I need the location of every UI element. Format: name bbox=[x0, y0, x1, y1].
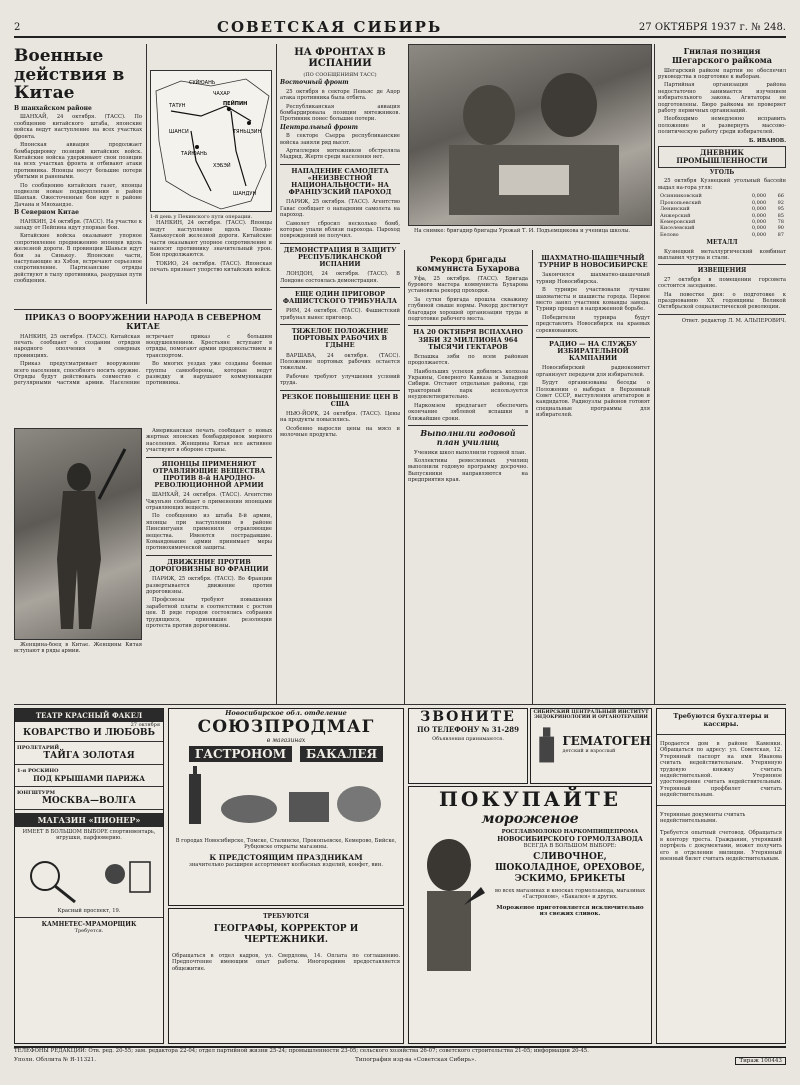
plan-text: Ученики школ выполнили годовой план. bbox=[414, 449, 527, 456]
icecream-ad bbox=[408, 786, 652, 1044]
icecream-title: ПОКУПАЙТЕ bbox=[439, 787, 621, 811]
east-front-subhead: Восточный фронт bbox=[280, 79, 349, 87]
radio-headline: РАДИО — НА СЛУЖБУ ИЗБИРАТЕЛЬНОЙ КАМПАНИИ bbox=[548, 339, 638, 363]
footer-code: Уполн. Обллита № Я-11321. bbox=[14, 1056, 97, 1063]
gematogen-ad bbox=[530, 708, 652, 784]
tribunal-text: РИМ, 24 октября. (ТАСС). Фашистский трибунал вынес приговор. bbox=[280, 308, 400, 321]
coal-cell-val: 0,000 bbox=[751, 193, 767, 200]
pioneer-shop-address: Красный проспект, 19. bbox=[57, 907, 121, 914]
icecream-where: во всех магазинах и киосках гормолзавода, магазинах «Гастроном», «Бакалея» и других. bbox=[494, 888, 646, 901]
coal-cell-pct: 78 bbox=[777, 218, 784, 225]
soyuzprodmag-brand: СОЮЗПРОДМАГ bbox=[197, 717, 375, 737]
page-header bbox=[14, 18, 786, 38]
issue-date: 27 ОКТЯБРЯ 1937 г. bbox=[638, 21, 748, 33]
map-caption: 1-й день у Пекинского пути операции. bbox=[150, 214, 253, 220]
gematogen-title: ГЕМАТОГЕН bbox=[562, 733, 651, 748]
soyuzprodmag-top: Новосибирское обл. отделение bbox=[225, 709, 347, 717]
shegarsky-text: Шегарский райком партии не обеспечил руководства в подготовке к выборам. bbox=[658, 67, 786, 80]
plowing-text: Вспашка зяби по всем районам продолжается. bbox=[408, 353, 528, 367]
icecream-plant: НОВОСИБИРСКОГО ГОРМОЛЗАВОДА bbox=[497, 835, 643, 843]
coal-table bbox=[658, 193, 786, 238]
chess-text: Закончился шахматно-шашечный турнир Новосибирска. bbox=[536, 272, 650, 285]
shanghai-subhead: В шанхайском районе bbox=[14, 105, 92, 113]
order-text: НАНКИН, 25 октября. (ТАСС). Китайская печать сообщает о создании отрядов народного ополчения в северных провинциях. bbox=[14, 333, 140, 359]
coal-table-row bbox=[658, 232, 786, 238]
metal-subhead: МЕТАЛЛ bbox=[706, 239, 738, 247]
pioneer-shop-text: ИМЕЕТ В БОЛЬШОМ ВЫБОРЕ спортинвентарь, игрушки, парфюмерию. bbox=[22, 829, 156, 842]
coal-cell-val: 0,000 bbox=[751, 231, 767, 238]
photo-woman-soldier bbox=[14, 428, 142, 640]
coal-cell-val: 0,000 bbox=[751, 206, 767, 213]
right-ad-text: Требуются бухгалтеры и кассиры. bbox=[673, 712, 769, 728]
phone-ad bbox=[408, 708, 528, 784]
brigade-photo-caption: На снимке: бригадир бригады Урожай Т. И. Подъемщикова и ученица школы. bbox=[414, 228, 631, 234]
issue-number: № 248. bbox=[751, 21, 786, 33]
map-label-tientsin: ТЯНЬЦЗИН bbox=[233, 129, 262, 135]
photo-brigade bbox=[408, 44, 652, 226]
phone-title: ЗВОНИТЕ bbox=[420, 709, 516, 725]
map-label-suiyuan: СУЙЮАНЬ bbox=[189, 80, 216, 86]
photo-caption-left: Женщина-боец в Китае. Женщины Китая вступают в ряды армии. bbox=[14, 642, 142, 655]
soldier-silhouette-icon bbox=[15, 429, 143, 641]
center-front-subhead: Центральный фронт bbox=[280, 123, 359, 131]
chess-headline: ШАХМАТНО-ШАШЕЧНЫЙ ТУРНИР В НОВОСИБИРСКЕ bbox=[538, 254, 648, 270]
steamer-headline: НАПАДЕНИЕ САМОЛЕТА «НЕИЗВЕСТНОЙ НАЦИОНАЛЬНОСТИ» НА ФРАНЦУЗСКИЙ ПАРОХОД bbox=[288, 166, 392, 197]
soyuzprodmag-ad bbox=[168, 708, 404, 906]
coal-cell-name: Киселевский bbox=[660, 225, 695, 232]
demo-headline: ДЕМОНСТРАЦИЯ В ЗАЩИТУ РЕСПУБЛИКАНСКОЙ ИСПАНИИ bbox=[283, 245, 397, 269]
icecream-title2: мороженое bbox=[481, 811, 579, 827]
cinema2-film: ПОД КРЫШАМИ ПАРИЖА bbox=[33, 774, 145, 783]
shanghai-text: ШАНХАЙ, 24 октября. (ТАСС). По сообщению китайского штаба, японские войска ведут наступление на всех участках фронта. bbox=[14, 114, 142, 140]
coal-cell-name: Осинниковский bbox=[660, 193, 702, 200]
demo-text: ЛОНДОН, 24 октября. (ТАСС). В Лондоне состоялась демонстрация. bbox=[280, 271, 400, 284]
coal-cell-val: 0,000 bbox=[751, 218, 767, 225]
gematogen-text: детский и взрослый bbox=[562, 747, 616, 754]
coal-cell-pct: 90 bbox=[777, 225, 784, 232]
industry-diary-box: ДНЕВНИК ПРОМЫШЛЕННОСТИ bbox=[658, 146, 786, 168]
map-label-shansi: ШАНСИ bbox=[169, 129, 189, 135]
coal-cell-name: Кемеровский bbox=[660, 218, 696, 225]
radio-text: Новосибирский радиокомитет организует передачи для избирателей. bbox=[536, 365, 650, 378]
plowing-headline: НА 20 ОКТЯБРЯ ВСПАХАНО ЗЯБИ 32 МИЛЛИОНА 964 ТЫСЯЧИ ГЕКТАРОВ bbox=[413, 328, 523, 351]
icecream-kinds: СЛИВОЧНОЕ, ШОКОЛАДНОЕ, ОРЕХОВОЕ, ЭСКИМО, БРИКЕТЫ bbox=[495, 852, 645, 884]
prices-france-text: ПАРИЖ, 25 октября. (ТАСС). Во Франции развертывается движение против дороговизны. bbox=[146, 576, 272, 595]
gas-text: ШАНХАЙ, 24 октября. (ТАСС). Агентство Чжунъян сообщает о применении японцами отравляющих веществ. bbox=[146, 492, 272, 511]
column-5: ШАХМАТНО-ШАШЕЧНЫЙ ТУРНИР В НОВОСИБИРСКЕ Закончился шахматно-шашечный турнир Новосибирска. В турнире участвовали лучшие шахматисты и шашисты города. Первое место занял участник команды завода. Турнир прошел в напряженной борьбе. Победители турнира будут представлять Новосибирск на краевых соревнованиях. РАДИО — НА СЛУЖБУ ИЗБИРАТЕЛЬНОЙ КАМПАНИИ Новосибирский радиокомитет организует передачи для избирателей. Будут организованы беседы о Положении о выборах в Верховный Совет СССР, выступления агитаторов и кандидатов. Радиоузлы районов готовят специальные программы для избирателей. bbox=[536, 254, 650, 419]
coal-cell-pct: 66 bbox=[777, 193, 784, 200]
theatre-title: ТЕАТР КРАСНЫЙ ФАКЕЛ bbox=[15, 709, 163, 722]
theatre-date: 27 октября bbox=[130, 722, 160, 728]
usa-prices-text: НЬЮ-ЙОРК, 24 октября. (ТАСС). Цены на продукты повысились. bbox=[280, 410, 400, 424]
vacancy-ad: ТРЕБУЮТСЯ ГЕОГРАФЫ, КОРРЕКТОР И ЧЕРТЕЖНИКИ. Обращаться в отдел кадров, ул. Свердлова, 14. Оплата по соглашению. Предпочтение имеющим опыт работы. Иногородним предоставляется общежитие. bbox=[168, 908, 404, 1044]
phone-number: ПО ТЕЛЕФОНУ № 31-289 bbox=[417, 725, 519, 734]
cinema1-title: ПРОЛЕТАРИЙ bbox=[17, 745, 60, 751]
coal-cell-val: 0,000 bbox=[751, 225, 767, 232]
metal-text: Кузнецкий металлургический комбинат выплавил чугуна и стали. bbox=[658, 248, 786, 261]
column-6: Гнилая позиция Шегарского райкома Шегарский райком партии не обеспечил руководства в подготовке к выборам. Партийная организация района недостаточно занимается изучением избирательного закона. Агитаторы не подготовлены. Бюро райкома не проверяет работу первичных организаций. Необходимо немедленно исправить положение и развернуть массово-политическую работу среди избирателей. Б. ИВАНОВ. ДНЕВНИК ПРОМЫШЛЕННОСТИ УГОЛЬ 25 октября Кузнецкий угольный бассейн выдал на-гора угля: Осинниковский 0,000 66 Прокопьевский 0,000 92 Ленинский 0,000 95 Анжерский 0,000 85 Кемеровский 0,000 78 Киселевский 0,000 90 Белово 0,000 87 МЕТАЛЛ Кузнецкий металлургический комбинат выплавил чугуна и стали. ИЗВЕЩЕНИЯ 27 октября в помещении горсовета состоится заседание. На повестке дня: о подготовке к празднованию XX годовщины Великой Октябрьской социалистической революции. Ответ. редактор Л. М. АЛЬПЕРОВИЧ. bbox=[658, 46, 786, 324]
notice-subhead: ИЗВЕЩЕНИЯ bbox=[697, 267, 747, 275]
coal-cell-val: 0,000 bbox=[751, 199, 767, 206]
coal-cell-name: Анжерский bbox=[660, 212, 691, 219]
shegarsky-headline: Гнилая позиция Шегарского райкома bbox=[672, 46, 772, 65]
ads-right: Требуются бухгалтеры и кассиры. Продается дом в районе Каменки. Обращаться по адресу: ул. Советская, 12. Утерянный паспорт на имя Иванова считать недействительным. Утерянную трудовую книжку считать недействительной. Утерянное удостоверение считать недействительным. Утерянный профбилет считать недействительным. Утерянные документы считать недействительными. Требуется опытный счетовод. Обращаться в контору треста. Гражданин, утерявший портфель с документами, может получить его в отделении милиции. Утерянный военный билет считать недействительным. bbox=[656, 708, 786, 1044]
north-china-text: НАНКИН, 24 октября. (ТАСС). На участке к западу от Пейпина идут упорные бои. bbox=[14, 218, 142, 231]
spain-subheadline: (ПО СООБЩЕНИЯМ ТАСС) bbox=[303, 72, 377, 78]
grocery-goods-icon bbox=[169, 764, 403, 834]
vacancy-title: ТРЕБУЮТСЯ bbox=[263, 913, 309, 920]
soyuzprodmag-text: В городах Новосибирске, Томске, Сталинске, Прокопьевске, Кемерово, Бийске, Рубцовске открыты магазины. bbox=[175, 838, 397, 851]
notice-text: 27 октября в помещении горсовета состоится заседание. bbox=[658, 276, 786, 290]
column-4: Рекорд бригады коммуниста Бухарова Уфа, 25 октября. (ТАСС). Бригада бурового мастера коммуниста Бухарова установила рекорд проходки. За сутки бригада прошла скважину глубиной свыше нормы. Рекорд достигнут благодаря хорошей организации труда и подготовке рабочего места. НА 20 ОКТЯБРЯ ВСПАХАНО ЗЯБИ 32 МИЛЛИОНА 964 ТЫСЯЧИ ГЕКТАРОВ Вспашка зяби по всем районам продолжается. Наибольших успехов добились колхозы Украины, Северного Кавказа и Западной Сибири. Отстают отдельные районы, где тракторный парк используется неудовлетворительно. Наркомзем предлагает обеспечить окончание зяблевой вспашки в ближайшие сроки. Выполнили годовой план училищ Ученики школ выполнили годовой план. Коллективы ремесленных училищ выполнили годовую программу досрочно. Выпускники направляются на предприятия края. bbox=[408, 254, 528, 484]
medicine-bottle-icon bbox=[531, 722, 562, 766]
map-label-hopei: ХЭБЭЙ bbox=[213, 163, 231, 169]
coal-cell-pct: 85 bbox=[777, 212, 784, 219]
coal-cell-val: 0,000 bbox=[751, 212, 767, 219]
map-label-peiping: ПЕЙПИН bbox=[223, 101, 248, 107]
newspaper-page: 2 СОВЕТСКАЯ СИБИРЬ 27 ОКТЯБРЯ 1937 г. № 248. Военные действия в Китае В шанхайском районе ШАНХАЙ, 24 октября. (ТАСС). По сообщению китайского штаба, японские войска ведут наступление на всех участках фронта. Японская авиация продолжает бомбардировку позиций китайских войск. Китайские войска удерживают свои позиции на всех участках фронта и отбивают атаки противника. Японцы несут большие потери убитыми и ранеными. По сообщению китайских газет, японцы подвезли новые подкрепления в район Шанхая. Ожесточенные бои идут в районе Дачана и Мяохандзе. В Северном Китае НАНКИН, 24 октября. (ТАСС). На участке к западу от Пейпина идут упорные бои. Китайские войска оказывают упорное сопротивление продвижению японцев вдоль железной дороги. В провинции Шаньси идут бои за Синькоу. Японские части, наступающие из Хэбэя, встречают серьезное сопротивление. Партизанские отряды действуют в тылу противника, разрушая пути сообщения. СУЙЮАНЬ ЧАХАР ПЕЙПИН ТАТУН ТЯНЬЦЗИН ШАНСИ ТАЙЮАНЬ ХЭБЭЙ ШАНДУН 1-й день у Пекинского пути операции. НАНКИН, 24 октября. (ТАСС). Японцы ведут наступление вдоль Пекин-Ханькоуской железной дороги. Китайские части оказывают упорное сопротивление и наносят противнику значительный урон. Бои продолжаются. ТОКИО, 24 октября. (ТАСС). Японская печать признает упорство китайских войск. ПРИКАЗ О ВООРУЖЕНИИ НАРОДА В СЕВЕРНОМ КИТАЕ НАНКИН, 25 октября. (ТАСС). Китайская печать сообщает о создании отрядов народного ополчения в северных провинциях. Приказ предусматривает вооружение всего населения, способного носить оружие. Отряды будут действовать совместно с регулярными частями армии. Население встречает приказ с большим воодушевлением. Крестьяне вступают в отряды, помогают армии продовольствием и транспортом. Во многих уездах уже созданы боевые группы самообороны, которые ведут разведку и нарушают коммуникации противника. Женщина-боец в Китае. Женщины Китая вступают в ряды армии. Американская печать сообщает о новых жертвах японских бомбардировок мирного населения. Женщины Китая все активнее участвуют в обороне страны. ЯПОНЦЫ ПРИМЕНЯЮТ ОТРАВЛЯЮЩИЕ ВЕЩЕСТВА ПРОТИВ 8-й НАРОДНО-РЕВОЛЮЦИОННОЙ АРМИИ ШАНХАЙ, 24 октября. (ТАСС). Агентство Чжунъян сообщает о применении японцами отравляющих веществ. По сообщению из штаба 8-й армии, японцы при наступлении в районе Пинсингуаня применили отравляющие вещества. Имеются пострадавшие. Командование армии принимает меры противохимической защиты. ДВИЖЕНИЕ ПРОТИВ ДОРОГОВИЗНЫ ВО ФРАНЦИИ ПАРИЖ, 25 октября. (ТАСС). Во Франции развертывается движение против дороговизны. Профсоюзы требуют повышения заработной платы в соответствии с ростом цен. В ряде городов состоялись собрания трудящихся, принявшие резолюции протеста против дороговизны. НА ФРОНТАХ В ИСПАНИИ (ПО СООБЩЕНИЯМ ТАСС) Восточный фронт 25 октября в секторе Пеньяс де Ацор атака противника была отбита. Республиканская авиация бомбардировала позиции мятежников. Противник понес большие потери. Центральный фронт В секторе Сьерра республиканские войска заняли ряд высот. Артиллерия мятежников обстреляла Мадрид. Жертв среди населения нет. НАПАДЕНИЕ САМОЛЕТА «НЕИЗВЕСТНОЙ НАЦИОНАЛЬНОСТИ» НА ФРАНЦУЗСКИЙ ПАРОХОД ПАРИЖ, 25 октября. (ТАСС). Агентство Гавас сообщает о нападении самолета на пароход. Самолет сбросил несколько бомб, которые упали вблизи парохода. Пароход повреждений не получил. ДЕМОНСТРАЦИЯ В ЗАЩИТУ РЕСПУБЛИКАНСКОЙ ИСПАНИИ ЛОНДОН, 24 октября. (ТАСС). В Лондоне состоялась демонстрация. ЕЩЕ ОДИН ПРИГОВОР ФАШИСТСКОГО ТРИБУНАЛА РИМ, 24 октября. (ТАСС). Фашистский трибунал вынес приговор. ТЯЖЕЛОЕ ПОЛОЖЕНИЕ ПОРТОВЫХ РАБОЧИХ В ГДЫНЕ ВАРШАВА, 24 октября. (ТАСС). Положение портовых рабочих остается тяжелым. Рабочие требуют улучшения условий труда. РЕЗКОЕ ПОВЫШЕНИЕ ЦЕН В США НЬЮ-ЙОРК, 24 октября. (ТАСС). Цены на продукты повысились. Особенно выросли цены на мясо и молочные продукты. На снимке: бригадир бригады Урожай Т. И. Подъемщикова и ученица школы. Рекорд бригады коммуниста Бухарова Уфа, 25 октября. (ТАСС). Бригада бурового мастера коммуниста Бухарова установила рекорд проходки. За сутки бригада прошла скважину глубиной свыше нормы. Рекорд достигнут благодаря хорошей организации труда и подготовке рабочего места. НА 20 ОКТЯБРЯ ВСПАХАНО ЗЯБИ 32 МИЛЛИОНА 964 ТЫСЯЧИ ГЕКТАРОВ Вспашка зяби по всем районам продолжается. Наибольших успехов добились колхозы Украины, Северного Кавказа и Западной Сибири. Отстают отдельные районы, где тракторный парк используется неудовлетворительно. Наркомзем предлагает обеспечить окончание зяблевой вспашки в ближайшие сроки. Выполнили годовой план училищ Ученики школ выполнили годовой план. Коллективы ремесленных училищ выполнили годовую программу досрочно. Выпускники направляются на предприятия края. ШАХМАТНО-ШАШЕЧНЫЙ ТУРНИР В НОВОСИБИРСКЕ Закончился шахматно-шашечный турнир Новосибирска. В турнире участвовали лучшие шахматисты и шашисты города. Первое место занял участник команды завода. Турнир прошел в напряженной борьбе. Победители турнира будут представлять Новосибирск на краевых соревнованиях. РАДИО — НА СЛУЖБУ ИЗБИРАТЕЛЬНОЙ КАМПАНИИ Новосибирский радиокомитет организует передачи для избирателей. Будут организованы беседы о Положении о выборах в Верховный Совет СССР, выступления агитаторов и кандидатов. Радиоузлы районов готовят специальные программы для избирателей. Гнилая позиция Шегарского райкома Шегарский райком партии не обеспечил руководства в подготовке к выборам. Партийная организация района недостаточно занимается изучением избирательного закона. Агитаторы не подготовлены. Бюро райкома не проверяет работу первичных организаций. Необходимо немедленно исправить положение и развернуть массово-политическую работу среди избирателей. Б. ИВАНОВ. ДНЕВНИК ПРОМЫШЛЕННОСТИ УГОЛЬ 25 октября Кузнецкий угольный бассейн выдал на-гора угля: Осинниковский 0,000 66 Прокопьевский 0,000 92 Ленинский 0,000 95 Анжерский 0,000 85 Кемеровский 0,000 78 Киселевский 0,000 90 Белово 0,000 87 МЕТАЛЛ Кузнецкий металлургический комбинат выплавил чугуна и стали. ИЗВЕЩЕНИЯ 27 октября в помещении горсовета состоится заседание. На повестке дня: о подготовке к празднованию XX годовщины Великой Октябрьской социалистической революции. Ответ. редактор Л. М. АЛЬПЕРОВИЧ. ТЕАТР КРАСНЫЙ ФАКЕЛ 27 октября КОВАРСТВО И ЛЮБОВЬ ПРОЛЕТАРИЙ ТАЙГА ЗОЛОТАЯ 1-я РОСКИНО ПОД КРЫШАМИ ПАРИЖА ЮНГШТУРМ МОСКВА—ВОЛГА МАГАЗИН «ПИОНЕР» ИМЕЕТ В БОЛЬШОМ ВЫБОРЕ спортинвентарь, игрушки, парфюмерию. Красный проспект, 19. КАМНЕТЕС-МРАМОРЩИК Требуется. Новосибирское обл. отделение СОЮЗПРОДМАГ в магазинах ГАСТРОНОМ БАКАЛЕЯ В городах Новосибирске, Томске, Сталинске, Прокопьевске, Кемерово, Бийске, Рубцовске открыты магазины. К ПРЕДСТОЯЩИМ ПРАЗДНИКАМ значительно расширен ассортимент колбасных изделий, конфет, вин. ТРЕБУЮТСЯ ГЕОГРАФЫ, КОРРЕКТОР И ЧЕРТЕЖНИКИ. Обращаться в отдел кадров, ул. Свердлова, 14. Оплата по соглашению. Предпочтение имеющим опыт работы. Иногородним предоставляется общежитие. ЗВОНИТЕ ПО ТЕЛЕФОНУ № 31-289 Объявления принимаются. СИБИРСКИЙ ЦЕНТРАЛЬНЫЙ ИНСТИТУТ ЭНДОКРИНОЛОГИИ И ОРГАНОТЕРАПИИ ГЕМАТОГЕН детский и взрослый ПОКУПАЙТЕ мороженое РОСГЛАВМОЛОКО НАРКОМПИЩЕПРОМА НОВОСИБИРСКОГО ГОРМОЛЗАВОДА ВСЕГДА В БОЛЬШОМ ВЫБОРЕ: СЛИВОЧНОЕ, ШОКОЛАДНОЕ, ОРЕХОВОЕ, ЭСКИМО, БРИКЕТЫ во всех магазинах и киосках гормолзавода, магазинах «Гастроном», «Бакалея» и других. Мороженое приготовляется исключительно из свежих сливок. Требуются бухгалтеры и кассиры. Продается дом в районе Каменки. Обращаться по адресу: ул. Советская, 12. Утерянный паспорт на имя Иванова считать недействительным. Утерянную трудовую книжку считать недействительной. Утерянное удостоверение считать недействительным. Утерянный профбилет считать недействительным. Утерянные документы считать недействительными. Требуется опытный счетовод. Обращаться в контору треста. Гражданин, утерявший портфель с документами, может получить его в отделении милиции. Утерянный военный билет считать недействительным. ТЕЛЕФОНЫ РЕДАКЦИИ: Отв. ред. 20-55; зам. редактора 22-04; отдел партийной жизни 25-24; промышленности 23-05; сельского хозяйства 26-07; советского строительства 21-05; информации 20-45. Уполн. Обллита № Я-11321. Типография изд-ва «Советская Сибирь». Тираж 100443 bbox=[0, 0, 800, 1085]
mason-title: КАМНЕТЕС-МРАМОРЩИК bbox=[41, 920, 137, 928]
gas-headline: ЯПОНЦЫ ПРИМЕНЯЮТ ОТРАВЛЯЮЩИЕ ВЕЩЕСТВА ПРОТИВ 8-й НАРОДНО-РЕВОЛЮЦИОННОЙ АРМИИ bbox=[152, 459, 266, 490]
tribunal-headline: ЕЩЕ ОДИН ПРИГОВОР ФАШИСТСКОГО ТРИБУНАЛА bbox=[282, 290, 398, 306]
coal-cell-name: Прокопьевский bbox=[660, 199, 702, 206]
east-front-text: 25 октября в секторе Пеньяс де Ацор атака противника была отбита. bbox=[280, 88, 400, 102]
cinema3-title: ЮНГШТУРМ bbox=[17, 790, 56, 796]
coal-text: 25 октября Кузнецкий угольный бассейн выдал на-гора угля: bbox=[658, 178, 786, 191]
coal-cell-pct: 92 bbox=[777, 199, 784, 206]
china-war-column: Военные действия в Китае В шанхайском районе ШАНХАЙ, 24 октября. (ТАСС). По сообщению китайского штаба, японские войска ведут наступление на всех участках фронта. Японская авиация продолжает бомбардировку позиций китайских войск. Китайские войска удерживают свои позиции на всех участках фронта и отбивают атаки противника. Японцы несут большие потери убитыми и ранеными. По сообщению китайских газет, японцы подвезли новые подкрепления в район Шанхая. Ожесточенные бои идут в районе Дачана и Мяохандзе. В Северном Китае НАНКИН, 24 октября. (ТАСС). На участке к западу от Пейпина идут упорные бои. Китайские войска оказывают упорное сопротивление продвижению японцев вдоль железной дороги. В провинции Шаньси идут бои за Синькоу. Японские части, наступающие из Хэбэя, встречают серьезное сопротивление. Партизанские отряды действуют в тылу противника, разрушая пути сообщения. bbox=[14, 46, 142, 285]
coal-cell-pct: 87 bbox=[777, 231, 784, 238]
coal-subhead: УГОЛЬ bbox=[709, 169, 735, 177]
people-photo-icon bbox=[409, 45, 653, 227]
footer-tirage: Тираж 100443 bbox=[735, 1057, 786, 1066]
right-ad-other: Утерянные документы считать недействительными. bbox=[660, 811, 746, 825]
china-map bbox=[150, 70, 272, 212]
vacancy-text: ГЕОГРАФЫ, КОРРЕКТОР И ЧЕРТЕЖНИКИ. bbox=[213, 924, 359, 945]
usa-prices-headline: РЕЗКОЕ ПОВЫШЕНИЕ ЦЕН В США bbox=[281, 392, 399, 408]
sports-goods-icon bbox=[15, 844, 163, 904]
steamer-text: ПАРИЖ, 25 октября. (ТАСС). Агентство Гавас сообщает о нападении самолета на пароход. bbox=[280, 199, 400, 219]
ads-left bbox=[14, 708, 164, 1044]
spain-headline: НА ФРОНТАХ В ИСПАНИИ bbox=[294, 47, 386, 69]
phone-text: Объявления принимаются. bbox=[432, 736, 504, 742]
icecream-always: ВСЕГДА В БОЛЬШОМ ВЫБОРЕ: bbox=[523, 843, 617, 849]
prices-france-headline: ДВИЖЕНИЕ ПРОТИВ ДОРОГОВИЗНЫ ВО ФРАНЦИИ bbox=[149, 557, 269, 573]
coal-cell-name: Белово bbox=[660, 231, 679, 238]
theatre-show: КОВАРСТВО И ЛЮБОВЬ bbox=[23, 728, 155, 738]
map-label-shantung: ШАНДУН bbox=[233, 191, 257, 197]
order-article: ПРИКАЗ О ВООРУЖЕНИИ НАРОДА В СЕВЕРНОМ КИТАЕ НАНКИН, 25 октября. (ТАСС). Китайская печать сообщает о создании отрядов народного ополчения в северных провинциях. Приказ предусматривает вооружение всего населения, способного носить оружие. Отряды будут действовать совместно с регулярными частями армии. Население встречает приказ с большим воодушевлением. Крестьяне вступают в отряды, помогают армии продовольствием и транспортом. Во многих уездах уже созданы боевые группы самообороны, которые ведут разведку и нарушают коммуникации противника. bbox=[14, 306, 272, 426]
china-war-headline: Военные действия в Китае bbox=[14, 46, 125, 104]
gdynia-text: ВАРШАВА, 24 октября. (ТАСС). Положение портовых рабочих остается тяжелым. bbox=[280, 352, 400, 372]
cinema3-film: МОСКВА—ВОЛГА bbox=[41, 796, 137, 806]
holiday-headline: К ПРЕДСТОЯЩИМ ПРАЗДНИКАМ bbox=[209, 852, 363, 862]
spain-column: НА ФРОНТАХ В ИСПАНИИ (ПО СООБЩЕНИЯМ ТАСС) Восточный фронт 25 октября в секторе Пеньяс де Ацор атака противника была отбита. Республиканская авиация бомбардировала позиции мятежников. Противник понес большие потери. Центральный фронт В секторе Сьерра республиканские войска заняли ряд высот. Артиллерия мятежников обстреляла Мадрид. Жертв среди населения нет. НАПАДЕНИЕ САМОЛЕТА «НЕИЗВЕСТНОЙ НАЦИОНАЛЬНОСТИ» НА ФРАНЦУЗСКИЙ ПАРОХОД ПАРИЖ, 25 октября. (ТАСС). Агентство Гавас сообщает о нападении самолета на пароход. Самолет сбросил несколько бомб, которые упали вблизи парохода. Пароход повреждений не получил. ДЕМОНСТРАЦИЯ В ЗАЩИТУ РЕСПУБЛИКАНСКОЙ ИСПАНИИ ЛОНДОН, 24 октября. (ТАСС). В Лондоне состоялась демонстрация. ЕЩЕ ОДИН ПРИГОВОР ФАШИСТСКОГО ТРИБУНАЛА РИМ, 24 октября. (ТАСС). Фашистский трибунал вынес приговор. ТЯЖЕЛОЕ ПОЛОЖЕНИЕ ПОРТОВЫХ РАБОЧИХ В ГДЫНЕ ВАРШАВА, 24 октября. (ТАСС). Положение портовых рабочих остается тяжелым. Рабочие требуют улучшения условий труда. РЕЗКОЕ ПОВЫШЕНИЕ ЦЕН В США НЬЮ-ЙОРК, 24 октября. (ТАСС). Цены на продукты повысились. Особенно выросли цены на мясо и молочные продукты. bbox=[280, 47, 400, 439]
record-text: Уфа, 25 октября. (ТАСС). Бригада бурового мастера коммуниста Бухарова установила рекорд проходки. bbox=[408, 275, 528, 295]
footer-phones: ТЕЛЕФОНЫ РЕДАКЦИИ: Отв. ред. 20-55; зам. редактора 22-04; отдел партийной жизни 25-24; промышленности 23-05; сельского хозяйства 26-07; советского строительства 21-05; информации 20-45. bbox=[14, 1048, 589, 1054]
center-front-text: В секторе Сьерра республиканские войска заняли ряд высот. bbox=[280, 133, 400, 146]
masthead: СОВЕТСКАЯ СИБИРЬ bbox=[217, 18, 443, 36]
plan-headline: Выполнили годовой план училищ bbox=[420, 427, 516, 447]
coal-cell-pct: 95 bbox=[777, 206, 784, 213]
gdynia-headline: ТЯЖЕЛОЕ ПОЛОЖЕНИЕ ПОРТОВЫХ РАБОЧИХ В ГДЫНЕ bbox=[291, 327, 389, 350]
map-label-chahar: ЧАХАР bbox=[213, 91, 230, 97]
map-label-taiyuan: ТАЙЮАНЬ bbox=[181, 151, 208, 157]
icecream-bottom: Мороженое приготовляется исключительно из свежих сливок. bbox=[496, 904, 644, 918]
soyuzprodmag-sub: в магазинах bbox=[266, 737, 306, 744]
mason-text: Требуется. bbox=[74, 927, 104, 934]
boy-eating-icecream-icon bbox=[409, 827, 489, 997]
record-headline: Рекорд бригады коммуниста Бухарова bbox=[416, 254, 520, 273]
page-footer bbox=[14, 1046, 786, 1076]
cinema1-film: ТАЙГА ЗОЛОТАЯ bbox=[43, 751, 135, 761]
page-number: 2 bbox=[14, 21, 21, 33]
gematogen-org: СИБИРСКИЙ ЦЕНТРАЛЬНЫЙ ИНСТИТУТ ЭНДОКРИНОЛОГИИ И ОРГАНОТЕРАПИИ bbox=[533, 710, 649, 721]
north-china-subhead: В Северном Китае bbox=[14, 209, 79, 217]
bakaleya-label: БАКАЛЕЯ bbox=[300, 746, 383, 762]
holiday-list: значительно расширен ассортимент колбасных изделий, конфет, вин. bbox=[188, 861, 383, 868]
gastronom-label: ГАСТРОНОМ bbox=[189, 746, 292, 762]
map-label-tatung: ТАТУН bbox=[169, 103, 186, 109]
japan-gas-column: Американская печать сообщает о новых жертвах японских бомбардировок мирного населения. Женщины Китая все активнее участвуют в обороне страны. ЯПОНЦЫ ПРИМЕНЯЮТ ОТРАВЛЯЮЩИЕ ВЕЩЕСТВА ПРОТИВ 8-й НАРОДНО-РЕВОЛЮЦИОННОЙ АРМИИ ШАНХАЙ, 24 октября. (ТАСС). Агентство Чжунъян сообщает о применении японцами отравляющих веществ. По сообщению из штаба 8-й армии, японцы при наступлении в районе Пинсингуаня применили отравляющие вещества. Имеются пострадавшие. Командование армии принимает меры противохимической защиты. ДВИЖЕНИЕ ПРОТИВ ДОРОГОВИЗНЫ ВО ФРАНЦИИ ПАРИЖ, 25 октября. (ТАСС). Во Франции развертывается движение против дороговизны. Профсоюзы требуют повышения заработной платы в соответствии с ростом цен. В ряде городов состоялись собрания трудящихся, принявшие резолюции протеста против дороговизны. bbox=[146, 428, 272, 629]
map-graphic bbox=[151, 71, 273, 213]
shegarsky-author: Б. ИВАНОВ. bbox=[748, 137, 786, 144]
pioneer-shop-title: МАГАЗИН «ПИОНЕР» bbox=[15, 813, 163, 827]
cinema2-title: 1-я РОСКИНО bbox=[17, 768, 59, 774]
coal-cell-name: Ленинский bbox=[660, 206, 690, 213]
order-headline: ПРИКАЗ О ВООРУЖЕНИИ НАРОДА В СЕВЕРНОМ КИТАЕ bbox=[24, 312, 262, 331]
editor-line: Ответ. редактор Л. М. АЛЬПЕРОВИЧ. bbox=[681, 317, 786, 324]
icecream-org: РОСГЛАВМОЛОКО НАРКОМПИЩЕПРОМА bbox=[501, 829, 639, 835]
footer-print: Типография изд-ва «Советская Сибирь». bbox=[355, 1056, 477, 1063]
